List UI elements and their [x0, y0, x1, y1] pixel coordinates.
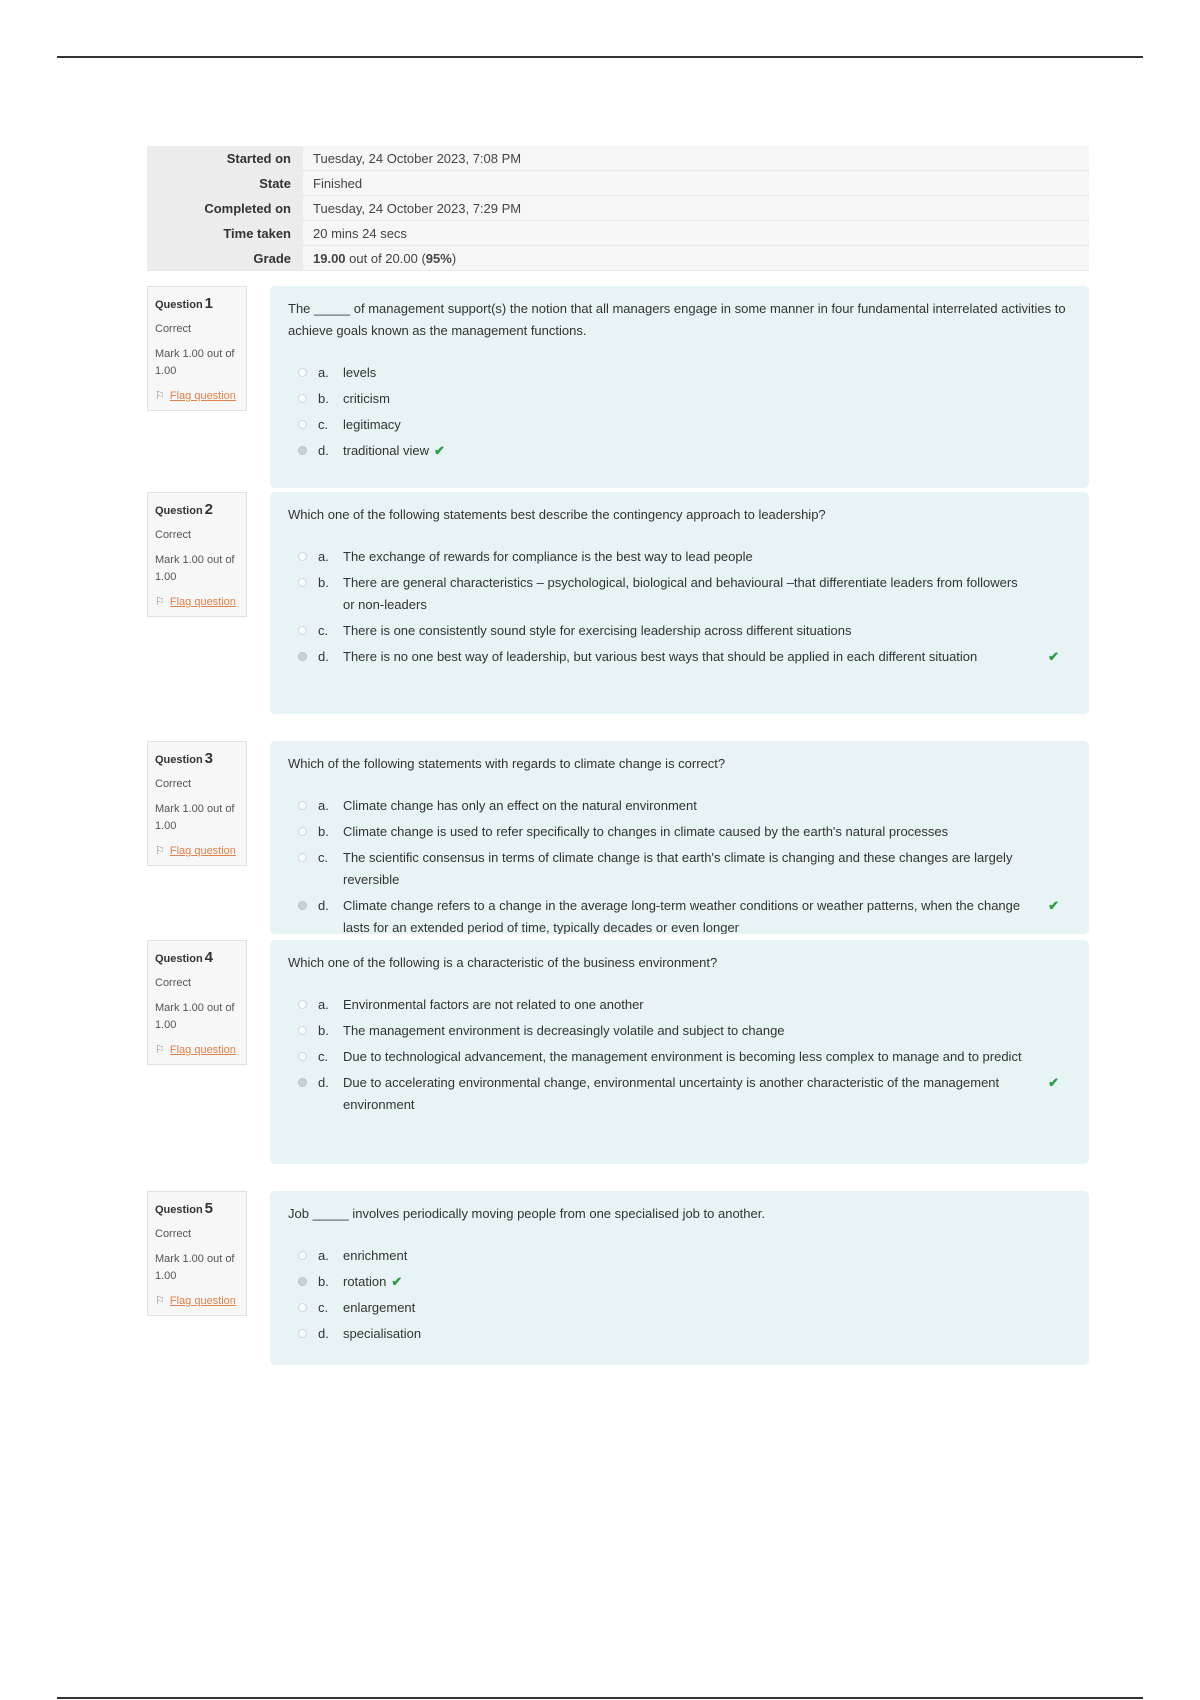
radio-icon[interactable] — [298, 1329, 307, 1338]
radio-icon[interactable] — [298, 801, 307, 810]
option-letter: b. — [318, 575, 329, 590]
option-letter: b. — [318, 391, 329, 406]
answer-option[interactable] — [288, 1020, 1071, 1042]
option-text: Climate change has only an effect on the natural environment — [343, 798, 697, 813]
answer-option[interactable] — [288, 362, 1071, 384]
question-content — [270, 286, 1089, 488]
summary-value: Finished — [303, 171, 1089, 196]
option-text: The scientific consensus in terms of climate change is that earth's climate is changing and these changes are largely reversible — [343, 850, 1013, 887]
option-letter: d. — [318, 1326, 329, 1341]
question-mark: Mark 1.00 out of 1.00 — [155, 1002, 235, 1031]
grade-mid: out of 20.00 ( — [345, 250, 426, 266]
grade-label: Grade — [147, 246, 303, 271]
summary-label: Completed on — [147, 196, 303, 221]
question-text: The _____ of management support(s) the notion that all managers engage in some manner in four fundamental interrelated activities to achieve goals known as the management functions. — [288, 301, 1066, 338]
answer-option-selected[interactable] — [288, 646, 1071, 668]
flag-icon: ⚐ — [155, 1044, 165, 1056]
question-label: Question — [155, 299, 203, 311]
grade-value — [303, 246, 1089, 271]
option-letter: c. — [318, 850, 329, 865]
summary-label: State — [147, 171, 303, 196]
question-number — [155, 501, 240, 518]
radio-icon[interactable] — [298, 1000, 307, 1009]
question-info — [147, 940, 247, 1065]
radio-icon[interactable] — [298, 368, 307, 377]
flag-question-link[interactable] — [155, 389, 240, 402]
answer-option[interactable] — [288, 1046, 1071, 1068]
radio-icon[interactable] — [298, 626, 307, 635]
question-number-value: 5 — [204, 1200, 214, 1217]
option-letter: d. — [318, 649, 329, 664]
option-letter: d. — [318, 443, 329, 458]
radio-icon[interactable] — [298, 552, 307, 561]
summary-label: Started on — [147, 146, 303, 171]
option-letter: c. — [318, 1049, 329, 1064]
question-mark: Mark 1.00 out of 1.00 — [155, 554, 235, 583]
question-number-value: 1 — [204, 295, 214, 312]
option-text: There are general characteristics – psychological, biological and behavioural –that differentiate leaders from followers or non-leaders — [343, 575, 1018, 612]
answer-option-selected[interactable] — [288, 1271, 1071, 1293]
grade-percent: 95% — [425, 250, 452, 266]
answer-option[interactable] — [288, 821, 1071, 843]
option-text: The exchange of rewards for compliance is the best way to lead people — [343, 549, 753, 564]
option-letter: d. — [318, 1075, 329, 1090]
radio-icon[interactable] — [298, 1052, 307, 1061]
flag-label: Flag question — [169, 596, 236, 608]
question-status: Correct — [155, 323, 192, 335]
answer-option[interactable] — [288, 572, 1071, 616]
question-text: Which of the following statements with regards to climate change is correct? — [288, 756, 726, 771]
answer-option[interactable] — [288, 1297, 1071, 1319]
question-text: Which one of the following is a characteristic of the business environment? — [288, 955, 718, 970]
question-label: Question — [155, 505, 203, 517]
option-letter: a. — [318, 798, 329, 813]
option-letter: a. — [318, 997, 329, 1012]
summary-row — [147, 171, 1089, 196]
question-status: Correct — [155, 529, 192, 541]
radio-icon[interactable] — [298, 1303, 307, 1312]
option-letter: c. — [318, 417, 329, 432]
question-label: Question — [155, 953, 203, 965]
question-number-value: 2 — [204, 501, 214, 518]
grade-end: ) — [451, 250, 457, 266]
question-number — [155, 1200, 240, 1217]
option-text: legitimacy — [343, 417, 401, 432]
option-letter: a. — [318, 1248, 329, 1263]
option-text: The management environment is decreasingly volatile and subject to change — [343, 1023, 785, 1038]
flag-question-link[interactable] — [155, 844, 240, 857]
option-text: specialisation — [343, 1326, 422, 1341]
summary-row — [147, 196, 1089, 221]
flag-label: Flag question — [169, 845, 236, 857]
summary-row — [147, 221, 1089, 246]
option-text: enlargement — [343, 1300, 416, 1315]
option-text: Climate change is used to refer specifically to changes in climate caused by the earth's natural processes — [343, 824, 949, 839]
question-info — [147, 1191, 247, 1316]
question-label: Question — [155, 1204, 203, 1216]
option-text: Due to accelerating environmental change, environmental uncertainty is another characteristic of the management environment — [343, 1075, 1000, 1112]
summary-row — [147, 146, 1089, 171]
option-text: There is no one best way of leadership, but various best ways that should be applied in each different situation — [343, 649, 978, 664]
option-text: Climate change refers to a change in the average long-term weather conditions or weather patterns, when the change lasts for an extended period of time, typically decades or even longer — [343, 898, 1021, 934]
bottom-rule — [57, 1697, 1143, 1699]
question-label: Question — [155, 754, 203, 766]
summary-value: Tuesday, 24 October 2023, 7:29 PM — [303, 196, 1089, 221]
question-info — [147, 286, 247, 411]
flag-label: Flag question — [169, 390, 236, 402]
question-number — [155, 949, 240, 966]
radio-icon[interactable] — [298, 827, 307, 836]
flag-icon: ⚐ — [155, 596, 165, 608]
radio-icon[interactable] — [298, 446, 307, 455]
flag-label: Flag question — [169, 1044, 236, 1056]
radio-icon[interactable] — [298, 394, 307, 403]
question-info — [147, 492, 247, 617]
question-mark: Mark 1.00 out of 1.00 — [155, 348, 235, 377]
answer-option-selected[interactable] — [288, 440, 1071, 462]
option-letter: b. — [318, 1023, 329, 1038]
question-number-value: 3 — [204, 750, 214, 767]
option-letter: b. — [318, 1274, 329, 1289]
option-letter: a. — [318, 549, 329, 564]
option-text: levels — [343, 365, 377, 380]
grade-score: 19.00 — [313, 250, 346, 266]
answer-option[interactable] — [288, 1245, 1071, 1267]
option-text: Environmental factors are not related to one another — [343, 997, 644, 1012]
question-text: Which one of the following statements best describe the contingency approach to leadership? — [288, 507, 826, 522]
option-text: traditional view — [343, 443, 429, 458]
radio-icon[interactable] — [298, 652, 307, 661]
option-text: enrichment — [343, 1248, 408, 1263]
option-letter: a. — [318, 365, 329, 380]
answer-option-selected[interactable] — [288, 895, 1071, 934]
option-text: There is one consistently sound style for exercising leadership across different situations — [343, 623, 852, 638]
check-icon: ✔ — [434, 443, 445, 458]
answer-option[interactable] — [288, 620, 1071, 642]
top-rule — [57, 56, 1143, 58]
question-content — [270, 492, 1089, 714]
answer-option[interactable] — [288, 546, 1071, 568]
check-icon: ✔ — [1048, 898, 1059, 913]
check-icon: ✔ — [391, 1274, 403, 1289]
flag-question-link[interactable] — [155, 1043, 240, 1056]
summary-value: 20 mins 24 secs — [303, 221, 1089, 246]
radio-icon[interactable] — [298, 1026, 307, 1035]
radio-icon[interactable] — [298, 578, 307, 587]
flag-question-link[interactable] — [155, 595, 240, 608]
flag-icon: ⚐ — [155, 1295, 165, 1307]
grade-row — [147, 246, 1089, 271]
question-content — [270, 1191, 1089, 1365]
summary-label: Time taken — [147, 221, 303, 246]
answer-option[interactable] — [288, 1323, 1071, 1345]
option-letter: c. — [318, 623, 329, 638]
question-number-value: 4 — [204, 949, 214, 966]
flag-icon: ⚐ — [155, 390, 165, 402]
question-status: Correct — [155, 1228, 192, 1240]
question-content — [270, 940, 1089, 1164]
answer-option[interactable] — [288, 847, 1071, 891]
radio-icon[interactable] — [298, 1251, 307, 1260]
question-number — [155, 750, 240, 767]
option-letter: b. — [318, 824, 329, 839]
answer-option-selected[interactable] — [288, 1072, 1071, 1116]
option-text: rotation — [343, 1274, 387, 1289]
question-status: Correct — [155, 977, 192, 989]
question-mark: Mark 1.00 out of 1.00 — [155, 803, 235, 832]
flag-question-link[interactable] — [155, 1294, 240, 1307]
question-content — [270, 741, 1089, 934]
question-text: Job _____ involves periodically moving people from one specialised job to another. — [288, 1206, 765, 1221]
option-letter: d. — [318, 898, 329, 913]
radio-icon[interactable] — [298, 1277, 307, 1286]
option-letter: c. — [318, 1300, 329, 1315]
answer-option[interactable] — [288, 414, 1071, 436]
question-info — [147, 741, 247, 866]
question-number — [155, 295, 240, 312]
question-status: Correct — [155, 778, 192, 790]
answer-option[interactable] — [288, 795, 1071, 817]
radio-icon[interactable] — [298, 853, 307, 862]
attempt-summary — [147, 146, 1089, 271]
answer-option[interactable] — [288, 388, 1071, 410]
option-text: criticism — [343, 391, 390, 406]
option-text: Due to technological advancement, the management environment is becoming less complex to manage and to predict — [343, 1049, 1022, 1064]
flag-icon: ⚐ — [155, 845, 165, 857]
flag-label: Flag question — [169, 1295, 236, 1307]
radio-icon[interactable] — [298, 420, 307, 429]
check-icon: ✔ — [1048, 1075, 1059, 1090]
check-icon: ✔ — [1048, 649, 1059, 664]
summary-value: Tuesday, 24 October 2023, 7:08 PM — [303, 146, 1089, 171]
radio-icon[interactable] — [298, 1078, 307, 1087]
answer-option[interactable] — [288, 994, 1071, 1016]
question-mark: Mark 1.00 out of 1.00 — [155, 1253, 235, 1282]
radio-icon[interactable] — [298, 901, 307, 910]
